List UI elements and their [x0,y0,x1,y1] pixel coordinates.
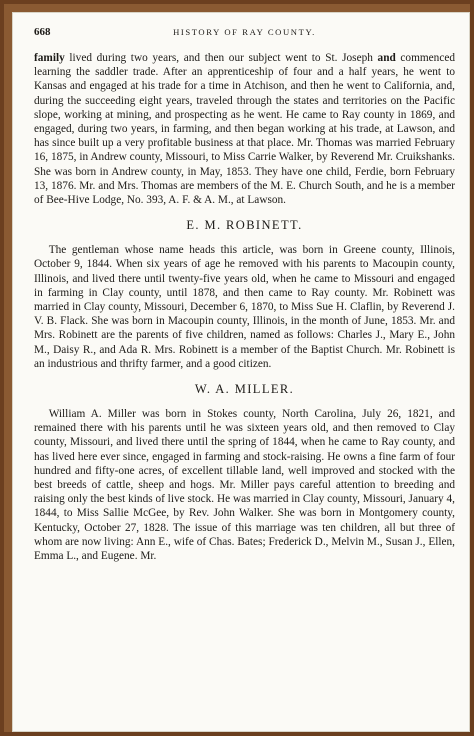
bold-lead-word: and [377,52,396,64]
running-head-title: HISTORY OF RAY COUNTY. [173,27,316,37]
paragraph-text: lived during two years, and then our subject went to St. Joseph [64,52,378,64]
section-heading-miller: W. A. MILLER. [194,382,295,397]
robinett-biography-paragraph: The gentleman whose name heads this article, was born in Greene county, Illinois, October 9, 1844. When six years of age he removed with his parents to Macoupin county, Illinois, and lived there until twenty-five years old, when he came to Missouri and engaged in farming in Clay county, until 1878, and then came to Ray county. Mr. Robinett was married in Clay county, Missouri, December 6, 1870, to Miss Sue H. Claflin, by Reverend J. V. B. Flack. She was born in Macoupin county, Illinois, in the month of June, 1853. Mr. and Mrs. Robinett are the parents of five children, named as follows: Charles J., Mary E., John M., Daisy R., and Ada R. Mrs. Robinett is a member of the Baptist Church. Mr. Robinett is an industrious and thrifty farmer, and a good citizen. [34,244,455,370]
section-heading-robinett: E. M. ROBINETT. [186,218,303,233]
book-page [12,12,470,732]
paragraph-text: commenced learning the saddler trade. After an apprenticeship of four and a half years, he went to Kansas and engaged at his trade for a time in Atchison, and then he went to California, and, during the succeeding eight years, traveled through the states and territories on the Pacific slope, working at mining, and prospecting as he went. He came to Ray county in 1869, and engaged, during two years, in farming, and then began working at his trade, at Lawson, and has since built up a very profitable business at that place. Mr. Thomas was married February 16, 1875, in Andrew county, Missouri, to Miss Carrie Walker, by Reverend Mr. Cruikshanks. She was born in Andrew county, in May, 1853. They have one child, Ferdie, born February 13, 1876. Mr. and Mrs. Thomas are members of the M. E. Church South, and he is a member of Bee-Hive Lodge, No. 393, A. F. & A. M., at Lawson. [34,52,455,207]
bold-lead-word: family [34,52,65,64]
continued-biography-paragraph [34,51,455,207]
miller-biography-paragraph: William A. Miller was born in Stokes county, North Carolina, July 26, 1821, and remained there with his parents until he was sixteen years old, and then removed to Clay county, Missouri, and lived there until the spring of 1844, when he came to Ray county, and has lived here ever since, engaged in farming and stock-raising. He owns a fine farm of four hundred and fifty-one acres, of excellent tillable land, well improved and stocked with the best breeds of cattle, sheep and hogs. Mr. Miller pays careful attention to breeding and raising only the best kinds of live stock. He was married in Clay county, Missouri, January 4, 1844, to Miss Sallie McGee, by Rev. John Walker. She was born in Montgomery county, Kentucky, October 27, 1828. The issue of this marriage was ten children, all but three of whom are now living: Ann E., wife of Chas. Bates; Frederick D., Melvin M., Susan J., Ellen, Emma L., and Eugene. Mr. [34,408,455,563]
page-number: 668 [34,26,51,38]
running-head [34,26,455,46]
